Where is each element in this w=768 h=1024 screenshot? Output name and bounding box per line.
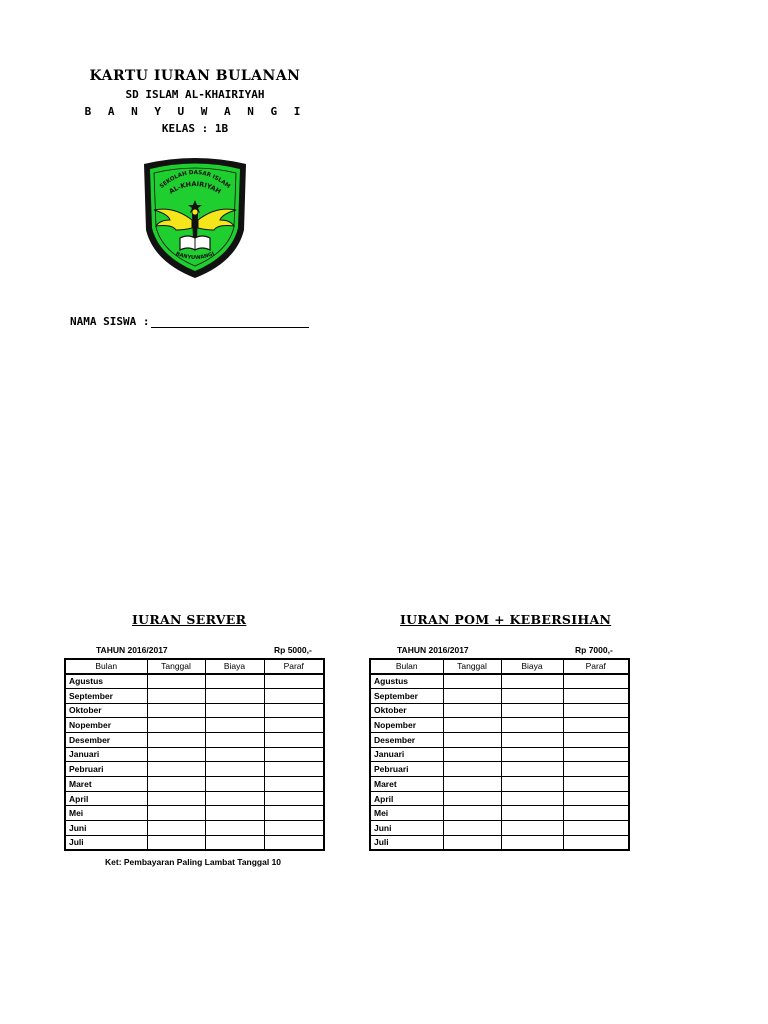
table-row [370,718,629,733]
table-row [65,806,324,821]
month-cell: Juni [370,821,443,836]
col-biaya: Biaya [501,659,563,674]
card-header [60,66,330,137]
table-row [370,762,629,777]
paraf-cell[interactable] [264,688,324,703]
table-header-row [65,659,324,674]
month-cell: Juli [370,835,443,850]
tanggal-cell[interactable] [147,821,205,836]
paraf-cell[interactable] [264,835,324,850]
table-row [370,806,629,821]
tanggal-cell[interactable] [147,791,205,806]
month-cell: Agustus [370,674,443,689]
year-label-pom: TAHUN 2016/2017 [397,645,469,655]
month-cell: Agustus [65,674,147,689]
biaya-cell[interactable] [205,732,264,747]
biaya-cell[interactable] [205,821,264,836]
paraf-cell[interactable] [264,806,324,821]
month-cell: Desember [370,732,443,747]
biaya-cell[interactable] [205,674,264,689]
table-row [65,747,324,762]
paraf-cell[interactable] [563,703,629,718]
price-label-server: Rp 5000,- [274,645,312,655]
month-cell: Mei [370,806,443,821]
tanggal-cell[interactable] [147,777,205,792]
biaya-cell[interactable] [501,791,563,806]
table-row [370,821,629,836]
paraf-cell[interactable] [563,835,629,850]
tanggal-cell[interactable] [147,674,205,689]
biaya-cell[interactable] [501,674,563,689]
col-bulan: Bulan [370,659,443,674]
month-cell: September [370,688,443,703]
paraf-cell[interactable] [563,762,629,777]
tanggal-cell[interactable] [443,835,501,850]
month-cell: Maret [370,777,443,792]
tanggal-cell[interactable] [443,732,501,747]
month-cell: April [370,791,443,806]
month-cell: Juni [65,821,147,836]
school-name: SD ISLAM AL-KHAIRIYAH [125,88,265,101]
tanggal-cell[interactable] [147,835,205,850]
biaya-cell[interactable] [501,777,563,792]
biaya-cell[interactable] [205,791,264,806]
table-row [65,732,324,747]
biaya-cell[interactable] [501,747,563,762]
school-city: B A N Y U W A N G I [84,105,306,118]
table-row [370,674,629,689]
payment-note: Ket: Pembayaran Paling Lambat Tanggal 10 [105,857,282,867]
month-cell: Pebruari [65,762,147,777]
table-row [65,718,324,733]
month-cell: Nopember [370,718,443,733]
biaya-cell[interactable] [501,821,563,836]
table-pom [369,658,630,851]
tanggal-cell[interactable] [443,747,501,762]
month-cell: Mei [65,806,147,821]
table-row [370,732,629,747]
paraf-cell[interactable] [563,688,629,703]
table-body-pom [370,674,629,850]
paraf-cell[interactable] [264,747,324,762]
year-label-server: TAHUN 2016/2017 [96,645,168,655]
month-cell: Oktober [370,703,443,718]
month-cell: Maret [65,777,147,792]
month-cell: Desember [65,732,147,747]
biaya-cell[interactable] [205,835,264,850]
tanggal-cell[interactable] [147,688,205,703]
biaya-cell[interactable] [205,806,264,821]
month-cell: Pebruari [370,762,443,777]
paraf-cell[interactable] [563,718,629,733]
table-row [65,762,324,777]
paraf-cell[interactable] [264,791,324,806]
paraf-cell[interactable] [264,821,324,836]
paraf-cell[interactable] [563,747,629,762]
paraf-cell[interactable] [264,732,324,747]
col-paraf: Paraf [264,659,324,674]
tanggal-cell[interactable] [443,821,501,836]
student-name-field[interactable] [151,314,309,328]
logo-name: AL-KHAIRIYAH [167,179,223,196]
biaya-cell[interactable] [205,777,264,792]
tanggal-cell[interactable] [147,762,205,777]
logo-arc-top: SEKOLAH DASAR ISLAM [158,169,232,190]
school-logo [140,150,250,280]
month-cell: September [65,688,147,703]
table-row [65,674,324,689]
table-row [65,777,324,792]
paraf-cell[interactable] [264,703,324,718]
torch-flame [192,209,198,215]
table-server [64,658,325,851]
section-title-pom: IURAN POM + KEBERSIHAN [400,612,612,627]
class-label: KELAS : 1B [161,122,229,135]
tanggal-cell[interactable] [147,703,205,718]
biaya-cell[interactable] [205,688,264,703]
biaya-cell[interactable] [501,688,563,703]
table-row [65,835,324,850]
col-bulan: Bulan [65,659,147,674]
biaya-cell[interactable] [501,703,563,718]
col-tanggal: Tanggal [443,659,501,674]
biaya-cell[interactable] [501,806,563,821]
table-row [370,835,629,850]
paraf-cell[interactable] [563,791,629,806]
section-title-server: IURAN SERVER [132,612,247,627]
biaya-cell[interactable] [205,703,264,718]
tanggal-cell[interactable] [147,718,205,733]
month-cell: Oktober [65,703,147,718]
table-row [65,791,324,806]
paraf-cell[interactable] [563,732,629,747]
biaya-cell[interactable] [501,718,563,733]
month-cell: Nopember [65,718,147,733]
tanggal-cell[interactable] [147,732,205,747]
tanggal-cell[interactable] [443,806,501,821]
tanggal-cell[interactable] [147,806,205,821]
tanggal-cell[interactable] [443,791,501,806]
table-row [370,747,629,762]
tanggal-cell[interactable] [147,747,205,762]
logo-arc-bottom: BANYUWANGI [174,250,216,262]
table-row [65,688,324,703]
table-row [65,703,324,718]
paraf-cell[interactable] [264,674,324,689]
table-row [370,791,629,806]
tanggal-cell[interactable] [443,777,501,792]
tanggal-cell[interactable] [443,703,501,718]
paraf-cell[interactable] [563,806,629,821]
card-title: KARTU IURAN BULANAN [89,68,301,84]
biaya-cell[interactable] [501,835,563,850]
biaya-cell[interactable] [501,762,563,777]
paraf-cell[interactable] [563,777,629,792]
tanggal-cell[interactable] [443,688,501,703]
month-cell: Januari [370,747,443,762]
torch-icon [192,214,198,240]
biaya-cell[interactable] [205,718,264,733]
table-row [370,688,629,703]
biaya-cell[interactable] [205,762,264,777]
table-row [370,703,629,718]
paraf-cell[interactable] [264,777,324,792]
table-header-row [370,659,629,674]
col-paraf: Paraf [563,659,629,674]
month-cell: Juli [65,835,147,850]
paraf-cell[interactable] [563,821,629,836]
table-row [65,821,324,836]
table-row [370,777,629,792]
student-name-row [70,314,309,328]
student-name-label: NAMA SISWA : [70,315,150,328]
biaya-cell[interactable] [501,732,563,747]
biaya-cell[interactable] [205,747,264,762]
table-body-server [65,674,324,850]
month-cell: Januari [65,747,147,762]
paraf-cell[interactable] [264,718,324,733]
paraf-cell[interactable] [563,674,629,689]
tanggal-cell[interactable] [443,718,501,733]
paraf-cell[interactable] [264,762,324,777]
col-biaya: Biaya [205,659,264,674]
col-tanggal: Tanggal [147,659,205,674]
price-label-pom: Rp 7000,- [575,645,613,655]
tanggal-cell[interactable] [443,674,501,689]
tanggal-cell[interactable] [443,762,501,777]
month-cell: April [65,791,147,806]
